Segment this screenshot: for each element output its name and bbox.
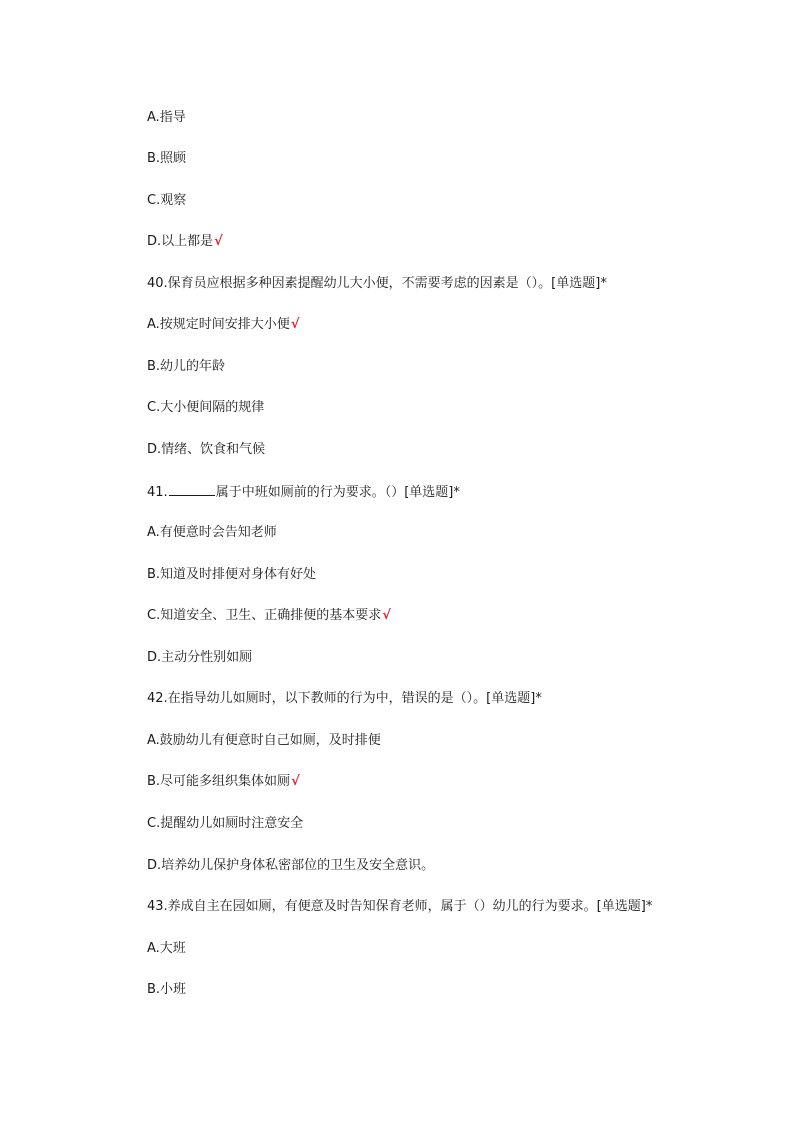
question-text: 40.保育员应根据多种因素提醒幼儿大小便，不需要考虑的因素是（）。[单选题]* xyxy=(147,276,607,291)
option-text: B.照顾 xyxy=(147,151,187,166)
option-line xyxy=(147,814,303,834)
option-line xyxy=(147,606,391,626)
option-text: A.鼓励幼儿有便意时自己如厕，及时排便 xyxy=(147,733,381,748)
option-text: C.观察 xyxy=(147,193,187,208)
question-line xyxy=(147,689,542,709)
option-line xyxy=(147,232,223,252)
option-text: A.指导 xyxy=(147,110,186,125)
option-line xyxy=(147,440,265,460)
option-text: B.幼儿的年龄 xyxy=(147,359,226,374)
option-line xyxy=(147,565,316,585)
option-line xyxy=(147,357,225,377)
option-line xyxy=(147,731,381,751)
option-text: D.主动分性别如厕 xyxy=(147,650,253,665)
option-line xyxy=(147,315,299,335)
question-line xyxy=(147,481,460,501)
option-line xyxy=(147,523,277,543)
question-line xyxy=(147,897,652,917)
correct-check-mark: √ xyxy=(382,608,391,623)
question-line xyxy=(147,274,607,294)
option-text: B.小班 xyxy=(147,982,187,997)
option-text: A.大班 xyxy=(147,941,186,956)
question-text: 43.养成自主在园如厕，有便意及时告知保育老师，属于（）幼儿的行为要求。[单选题]* xyxy=(147,899,653,914)
correct-check-mark: √ xyxy=(214,234,223,249)
option-text: D.情绪、饮食和气候 xyxy=(147,442,266,457)
option-line xyxy=(147,856,434,876)
option-text: B.知道及时排便对身体有好处 xyxy=(147,567,317,582)
question-text: 42.在指导幼儿如厕时，以下教师的行为中，错误的是（）。[单选题]* xyxy=(147,691,542,706)
option-line xyxy=(147,772,300,792)
option-line xyxy=(147,939,186,959)
option-text: C.知道安全、卫生、正确排便的基本要求 xyxy=(147,608,382,623)
question-text: 属于中班如厕前的行为要求。（）[单选题]* xyxy=(215,485,460,500)
correct-check-mark: √ xyxy=(290,317,300,332)
option-text: A.有便意时会告知老师 xyxy=(147,525,277,540)
option-text: C.提醒幼儿如厕时注意安全 xyxy=(147,816,304,831)
option-line xyxy=(147,980,186,1000)
option-line xyxy=(147,398,264,418)
fill-in-blank xyxy=(169,481,215,496)
option-line xyxy=(147,108,186,128)
correct-check-mark: √ xyxy=(291,774,300,789)
option-text: A.按规定时间安排大小便 xyxy=(147,317,290,332)
option-text: D.培养幼儿保护身体私密部位的卫生及安全意识。 xyxy=(147,858,435,873)
option-line xyxy=(147,149,186,169)
option-line xyxy=(147,648,252,668)
option-text: D.以上都是 xyxy=(147,234,214,249)
option-text: B.尽可能多组织集体如厕 xyxy=(147,774,291,789)
option-text: C.大小便间隔的规律 xyxy=(147,400,265,415)
question-number: 41. xyxy=(147,485,168,500)
option-line xyxy=(147,191,186,211)
